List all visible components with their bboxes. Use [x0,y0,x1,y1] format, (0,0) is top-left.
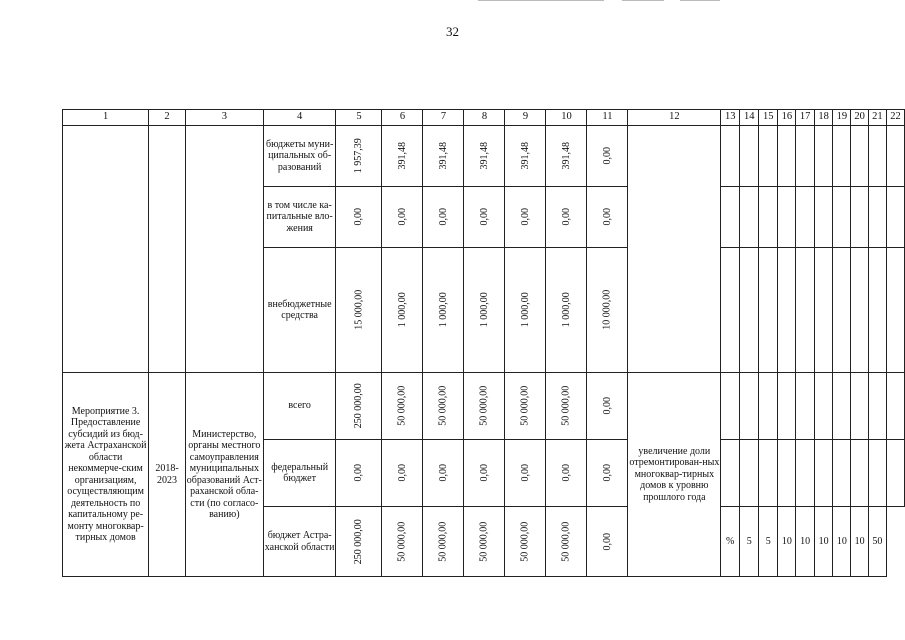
header-row [63,110,905,126]
funding-source: внебюджетные средства [263,248,336,373]
header-cell: 1 [63,110,149,126]
value-text: 0,00 [601,397,613,415]
value-text: 0,00 [353,464,365,482]
value-cell [336,187,382,248]
target-cell [759,248,778,373]
value-cell [336,126,382,187]
value-text: 250 000,00 [353,383,365,429]
period-cell-empty [149,126,186,373]
value-cell [382,126,423,187]
value-cell [546,248,587,373]
value-cell [423,440,464,507]
executor-cell-empty [185,126,263,373]
value-cell [423,507,464,577]
funding-source: в том числе ка-питальные вло-жения [263,187,336,248]
target-cell [740,126,759,187]
target-cell [851,373,868,440]
target-cell [721,440,740,507]
target-cell [886,248,904,373]
target-cell [759,373,778,440]
value-text: 15 000,00 [353,290,365,330]
value-text: 0,00 [353,208,365,226]
value-cell [464,507,505,577]
value-text: 50 000,00 [560,386,572,426]
value-text: 391,48 [519,142,531,170]
header-cell: 12 [628,110,721,126]
value-text: 50 000,00 [396,386,408,426]
target-cell [778,440,796,507]
value-text: 50 000,00 [519,386,531,426]
header-cell: 8 [464,110,505,126]
value-text: 391,48 [437,142,449,170]
value-cell [464,248,505,373]
header-cell: 22 [886,110,904,126]
header-cell: 6 [382,110,423,126]
executor: Министерство, органы местного самоуправления муниципальных образований Аст-раханской обла-сти (по согласо-ванию) [185,373,263,577]
value-text: 0,00 [560,464,572,482]
target-cell [851,126,868,187]
target-cell: 10 [796,507,815,577]
value-text: 391,48 [560,142,572,170]
activity-cell-empty [63,126,149,373]
value-cell [546,373,587,440]
page-number: 32 [446,24,459,39]
value-text: 0,00 [519,464,531,482]
value-cell [423,373,464,440]
funding-source: федеральный бюджет [263,440,336,507]
value-text: 0,00 [601,532,613,551]
header-cell: 18 [814,110,833,126]
target-cell [796,248,815,373]
top-rule [478,0,604,1]
period: 2018-2023 [149,373,186,577]
value-text: 1 957,39 [353,138,365,174]
value-cell [382,248,423,373]
value-cell [336,373,382,440]
value-cell [505,126,546,187]
value-cell [423,187,464,248]
value-text: 0,00 [560,208,572,226]
header-cell: 16 [778,110,796,126]
target-cell [740,248,759,373]
target-cell [778,248,796,373]
target-cell: 5 [740,507,759,577]
target-cell [721,373,740,440]
value-cell [336,507,382,577]
target-cell [796,126,815,187]
header-cell: 3 [185,110,263,126]
funding-source: всего [263,373,336,440]
value-text: 50 000,00 [437,521,449,562]
funding-source: бюджет Астра-ханской области [263,507,336,577]
target-cell [868,440,886,507]
header-cell: 20 [851,110,868,126]
target-cell [796,440,815,507]
target-cell [796,187,815,248]
value-text: 0,00 [396,208,408,226]
value-text: 0,00 [396,464,408,482]
value-text: 50 000,00 [396,521,408,562]
target-cell [868,248,886,373]
value-text: 0,00 [437,464,449,482]
value-text: 391,48 [396,142,408,170]
value-cell [382,373,423,440]
value-cell [382,440,423,507]
value-cell [505,248,546,373]
value-cell [464,373,505,440]
target-cell [833,126,851,187]
value-text: 391,48 [478,142,490,170]
value-cell [464,187,505,248]
target-cell [814,440,833,507]
value-text: 50 000,00 [519,521,531,562]
target-cell: 10 [814,507,833,577]
top-rule [680,0,720,1]
value-text: 50 000,00 [437,386,449,426]
funding-source: бюджеты муни-ципальных об-разований [263,126,336,187]
value-text: 50 000,00 [560,521,572,562]
header-cell: 21 [868,110,886,126]
header-cell: 4 [263,110,336,126]
value-cell [587,248,628,373]
value-text: 0,00 [478,208,490,226]
target-cell [868,187,886,248]
indicator-description: увеличение доли отремонтирован-ных многоквар-тирных домов к уровню прошлого года [628,373,721,577]
target-cell [851,187,868,248]
target-cell [759,126,778,187]
header-cell: 5 [336,110,382,126]
target-cell [868,126,886,187]
target-cell [851,440,868,507]
value-text: 1 000,00 [478,292,490,328]
value-text: 0,00 [601,464,613,482]
value-cell [587,440,628,507]
table-row [63,126,905,187]
target-cell [814,126,833,187]
target-cell [868,373,886,440]
value-cell [382,507,423,577]
value-text: 1 000,00 [396,292,408,328]
target-cell [886,126,904,187]
target-cell [778,126,796,187]
value-cell [546,126,587,187]
target-cell [886,440,904,507]
value-cell [587,187,628,248]
value-text: 1 000,00 [437,292,449,328]
header-cell: 13 [721,110,740,126]
target-cell: 10 [778,507,796,577]
target-cell [886,373,904,440]
target-cell: 50 [868,507,886,577]
value-text: 250 000,00 [353,519,365,564]
value-text: 50 000,00 [478,521,490,562]
target-cell [833,248,851,373]
target-cell [796,373,815,440]
program-table [62,109,905,577]
value-text: 1 000,00 [519,292,531,328]
target-cell [721,187,740,248]
header-cell: 19 [833,110,851,126]
indicator-cell-empty [628,126,721,373]
target-cell: 10 [851,507,868,577]
value-cell [587,126,628,187]
value-text: 50 000,00 [478,386,490,426]
value-cell [336,440,382,507]
target-cell: 10 [833,507,851,577]
value-cell [587,373,628,440]
target-cell [759,440,778,507]
header-cell: 2 [149,110,186,126]
activity-description: Мероприятие 3. Предоставление субсидий из бюд-жета Астраханской области некоммерче-ским организациям, осуществляющим деятельность по капитальному ре-монту многоквар-тирных домов [63,373,149,577]
value-cell [336,248,382,373]
target-cell [740,373,759,440]
target-cell [721,248,740,373]
target-cell [851,248,868,373]
value-cell [546,440,587,507]
value-cell [587,507,628,577]
value-cell [505,187,546,248]
target-cell [740,187,759,248]
value-text: 1 000,00 [560,292,572,328]
target-cell [814,373,833,440]
value-cell [505,440,546,507]
value-cell [505,507,546,577]
unit-cell: % [721,507,740,577]
target-cell: 5 [759,507,778,577]
target-cell [814,248,833,373]
value-cell [546,507,587,577]
target-cell [833,440,851,507]
target-cell [814,187,833,248]
value-cell [505,373,546,440]
value-text: 10 000,00 [601,290,613,330]
value-cell [464,440,505,507]
value-text: 0,00 [601,147,613,165]
value-text: 0,00 [478,464,490,482]
header-cell: 11 [587,110,628,126]
value-cell [546,187,587,248]
header-cell: 15 [759,110,778,126]
value-text: 0,00 [519,208,531,226]
value-text: 0,00 [437,208,449,226]
header-cell: 9 [505,110,546,126]
value-cell [464,126,505,187]
target-cell [886,187,904,248]
target-cell [778,373,796,440]
header-cell: 14 [740,110,759,126]
value-cell [423,248,464,373]
value-cell [423,126,464,187]
target-cell [778,187,796,248]
top-rule [622,0,664,1]
value-cell [382,187,423,248]
header-cell: 7 [423,110,464,126]
target-cell [833,187,851,248]
value-text: 0,00 [601,208,613,226]
header-cell: 10 [546,110,587,126]
table-row [63,373,905,440]
target-cell [721,126,740,187]
header-cell: 17 [796,110,815,126]
target-cell [740,440,759,507]
target-cell [759,187,778,248]
target-cell [833,373,851,440]
